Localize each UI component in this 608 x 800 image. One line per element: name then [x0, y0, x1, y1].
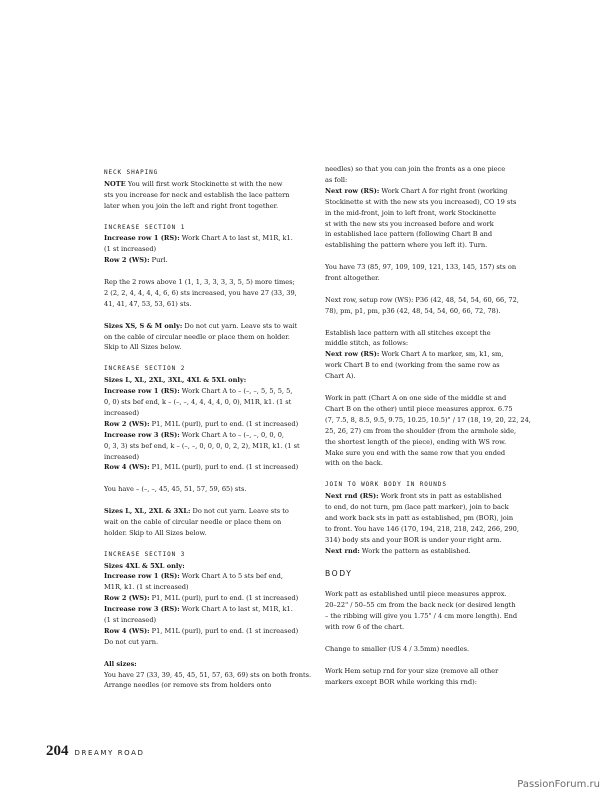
instruction-line	[325, 349, 529, 360]
row-text: Work Chart A to – (–, –, 0, 0, 0,	[179, 430, 285, 439]
row-label: Increase row 1 (RS):	[104, 387, 180, 396]
instruction-line	[104, 419, 304, 430]
row-text: (1 st increased)	[104, 245, 157, 254]
body-text: 2 (2, 2, 4, 4, 4, 4, 6, 6) sts increased, you have 27 (33, 39,	[104, 288, 297, 297]
body-text: You have 73 (85, 97, 109, 109, 121, 133, 145, 157) sts on	[325, 263, 517, 272]
instruction-line	[104, 506, 304, 517]
row-text: P1, M1L (purl), purl to end. (1 st increased)	[149, 463, 299, 472]
sizes-label: Sizes 4XL & 5XL only:	[104, 561, 185, 570]
instruction-line	[104, 462, 304, 473]
row-text: st with the new sts you increased before and work	[325, 219, 494, 228]
note-text: You will first work Stockinette st with the new	[125, 179, 283, 188]
row-label: Row 2 (WS):	[104, 419, 150, 428]
row-label: Increase row 1 (RS):	[104, 234, 180, 243]
instruction-line	[104, 626, 304, 637]
body-text: as foll:	[325, 175, 348, 184]
body-text: with row 6 of the chart.	[325, 623, 405, 632]
row-label: Increase row 3 (RS):	[104, 430, 180, 439]
row-text: 314) body sts and your BOR is under your right arm.	[325, 535, 502, 544]
row-text: Work Chart A to marker, sm, k1, sm,	[379, 350, 504, 359]
row-text: Work Chart A to 5 sts bef end,	[179, 572, 283, 581]
row-text: Work front sts in patt as established	[378, 492, 502, 501]
note-text: later when you join the left and right front together.	[104, 201, 279, 210]
row-text: Work Chart A to last st, M1R, k1.	[179, 234, 293, 243]
body-text: Make sure you end with the same row that you ended	[325, 448, 506, 457]
instruction-line	[104, 571, 304, 582]
body-text: needles) so that you can join the fronts as a one piece	[325, 165, 506, 173]
row-text: Purl.	[149, 256, 168, 265]
instruction-line	[325, 546, 529, 557]
body-text: the shortest length of the piece), ending with WS row.	[325, 437, 507, 446]
body-text: (7, 7.5, 8, 8.5, 9.5, 9.75, 10.25, 10.5)" / 17 (18, 19, 20, 22, 24,	[325, 415, 531, 424]
note-label: NOTE	[104, 179, 126, 188]
increase-section-3-heading: INCREASE SECTION 3	[104, 550, 186, 558]
body-text: wait on the cable of circular needle or place them on	[104, 517, 282, 526]
row-text: to end, do not turn, pm (lace patt marker), join to back	[325, 503, 509, 512]
instruction-line	[104, 233, 304, 244]
row-text: P1, M1L (purl), purl to end. (1 st increased)	[149, 419, 299, 428]
body-text: 41, 41, 47, 53, 53, 61) sts.	[104, 299, 192, 308]
row-label: Next row (RS):	[325, 350, 380, 359]
body-text: middle stitch, as follows:	[325, 339, 409, 348]
row-text: Work Chart A to – (–, –, 5, 5, 5, 5,	[179, 387, 293, 396]
instruction-line	[325, 186, 529, 197]
note-line	[104, 179, 304, 190]
body-text: holder. Skip to All Sizes below.	[104, 528, 207, 537]
body-text: Arrange needles (or remove sts from holders onto	[104, 681, 272, 690]
row-label: Row 4 (WS):	[104, 626, 150, 635]
instruction-line	[325, 491, 529, 502]
sizes-label: All sizes:	[104, 659, 137, 668]
row-text: P1, M1L (purl), purl to end. (1 st increased)	[149, 626, 299, 635]
row-text: 0, 3, 3) sts bef end, k – (–, –, 0, 0, 0, 0, 2, 2), M1R, k1. (1 st	[104, 441, 300, 450]
body-text: front altogether.	[325, 274, 380, 283]
sizes-label: Sizes XS, S & M only:	[104, 321, 183, 330]
row-label: Increase row 1 (RS):	[104, 572, 180, 581]
instruction-line	[104, 430, 304, 441]
body-text: 78), pm, p1, pm, p36 (42, 48, 54, 54, 60, 66, 72, 78).	[325, 306, 501, 315]
body-text: on the cable of circular needle or place them on holder.	[104, 332, 290, 341]
body-text: Chart B on the other) until piece measures approx. 6.75	[325, 404, 513, 413]
row-label: Next rnd (RS):	[325, 492, 379, 501]
row-text: Stockinette st with the new sts you increased), CO 19 sts	[325, 197, 517, 206]
body-text: Skip to All Sizes below.	[104, 343, 182, 352]
body-text: You have – (–, –, 45, 45, 51, 57, 59, 65) sts.	[104, 485, 247, 494]
body-text: Next row, setup row (WS): P36 (42, 48, 54, 54, 60, 66, 72,	[325, 295, 519, 304]
body-text: Work Hem setup rnd for your size (remove all other	[325, 666, 499, 675]
row-text: 0, 0) sts bef end, k – (–, –, 4, 4, 4, 4, 0, 0), M1R, k1. (1 st	[104, 397, 292, 406]
row-label: Next rnd:	[325, 546, 360, 555]
row-text: Work the pattern as established.	[359, 546, 471, 555]
increase-section-1-heading: INCREASE SECTION 1	[104, 223, 186, 231]
row-text: in the mid-front, join to left front, work Stockinette	[325, 208, 496, 217]
row-text: (1 st increased)	[104, 616, 157, 625]
sizes-label: Sizes L, XL, 2XL, 3XL, 4XL & 5XL only:	[104, 376, 247, 385]
left-column	[104, 168, 312, 691]
row-text: P1, M1L (purl), purl to end. (1 st increased)	[149, 594, 299, 603]
instruction-line	[104, 604, 304, 615]
instruction-line	[104, 593, 304, 604]
instruction-line	[104, 386, 304, 397]
row-text: increased)	[104, 408, 140, 417]
body-text: Rep the 2 rows above 1 (1, 1, 3, 3, 3, 3, 5, 5) more times;	[104, 278, 295, 287]
body-text: 25, 26, 27) cm from the shoulder (from the armhole side,	[325, 426, 517, 435]
row-text: M1R, k1. (1 st increased)	[104, 583, 189, 592]
body-text: Work patt as established until piece measures approx.	[325, 590, 507, 599]
row-text: establishing the pattern where you left it). Turn.	[325, 241, 488, 250]
body-text: Do not cut yarn. Leave sts to wait	[182, 321, 298, 330]
row-text: Work Chart A for right front (working	[379, 186, 508, 195]
row-label: Row 2 (WS):	[104, 256, 150, 265]
neck-shaping-heading: NECK SHAPING	[104, 169, 159, 176]
body-text: Establish lace pattern with all stitches except the	[325, 328, 491, 337]
instruction-line	[104, 255, 304, 266]
section-title: DREAMY ROAD	[74, 749, 145, 757]
body-heading: BODY	[325, 568, 353, 578]
row-text: work Chart B to end (working from the same row as	[325, 361, 500, 370]
row-label: Row 2 (WS):	[104, 594, 150, 603]
body-text: Change to smaller (US 4 / 3.5mm) needles.	[325, 644, 470, 653]
right-column	[325, 164, 529, 688]
body-text: with on the back.	[325, 459, 383, 468]
body-text: Work in patt (Chart A on one side of the middle st and	[325, 393, 507, 402]
instruction-line	[104, 321, 304, 332]
row-text: Work Chart A to last st, M1R, k1.	[179, 605, 293, 614]
row-text: to front. You have 146 (170, 194, 218, 218, 242, 266, 290,	[325, 524, 519, 533]
body-text: 20–22" / 50–55 cm from the back neck (or desired length	[325, 601, 516, 610]
row-label: Next row (RS):	[325, 186, 380, 195]
watermark: PassionForum.ru	[517, 779, 600, 790]
row-text: Do not cut yarn.	[104, 637, 159, 646]
sizes-label: Sizes L, XL, 2XL & 3XL:	[104, 507, 191, 515]
row-text: increased)	[104, 452, 140, 461]
row-text: and work back sts in patt as established, pm (BOR), join	[325, 513, 514, 522]
body-text: markers except BOR while working this rnd):	[325, 677, 477, 686]
note-text: sts you increase for neck and establish the lace pattern	[104, 190, 290, 199]
row-label: Increase row 3 (RS):	[104, 605, 180, 614]
body-text: – the ribbing will give you 1.75" / 4 cm more length). End	[325, 612, 518, 621]
increase-section-2-heading: INCREASE SECTION 2	[104, 365, 186, 373]
page-number: 204	[46, 743, 69, 759]
join-heading: JOIN TO WORK BODY IN ROUNDS	[325, 481, 447, 489]
row-label: Row 4 (WS):	[104, 463, 150, 472]
body-text: You have 27 (33, 39, 45, 45, 51, 57, 63, 69) sts on both fronts.	[104, 670, 312, 679]
body-text: Do not cut yarn. Leave sts to	[190, 507, 289, 515]
row-text: in established lace pattern (following Chart B and	[325, 230, 493, 239]
row-text: Chart A).	[325, 372, 356, 381]
page-footer	[46, 743, 145, 760]
